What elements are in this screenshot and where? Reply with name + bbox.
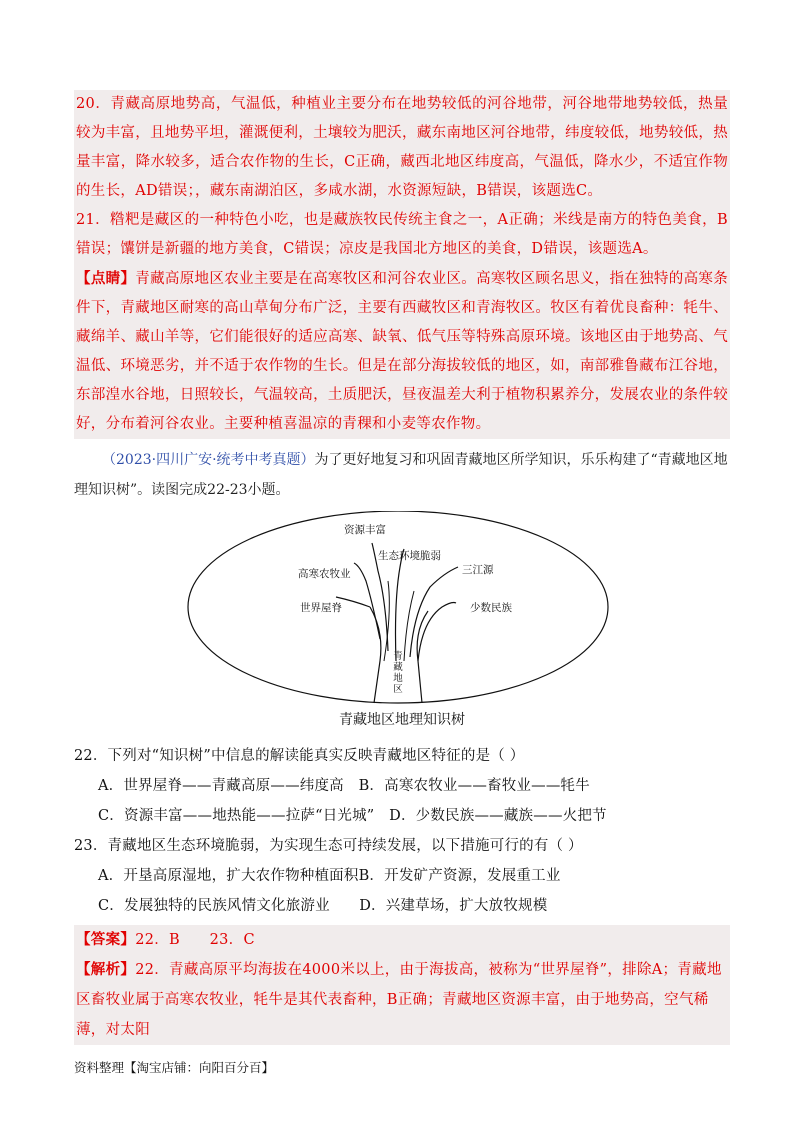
label-eco: 生态环境脆弱 — [378, 550, 441, 562]
trunk-label-char: 藏 — [393, 662, 403, 673]
question-22-stem: 22．下列对“知识树”中信息的解读能真实反映青藏地区特征的是（ ） — [74, 748, 525, 764]
question-23-stem: 23．青藏地区生态环境脆弱，为实现生态可持续发展，以下措施可行的有（ ） — [74, 838, 583, 854]
analysis-line — [76, 955, 728, 1045]
explanation-q20: 20．青藏高原地势高，气温低，种植业主要分布在地势较低的河谷地带，河谷地带地势较低，热量较为丰富，且地势平坦，灌溉便利，土壤较为肥沃，藏东南地区河谷地带，纬度较低，地势较低，热量丰富，降水较多，适合农作物的生长，C正确，藏西北地区纬度高，气温低，降水少，不适宜作物的生长，AD错误；，藏东南湖泊区，多咸水湖，水资源短缺，B错误，该题选C。 — [76, 96, 728, 199]
answer-text: 22．B 23．C — [135, 932, 255, 948]
question-23 — [74, 831, 730, 921]
label-roof: 世界屋脊 — [300, 602, 342, 614]
knowledge-tree-diagram — [74, 511, 730, 707]
option-23-a: A．开垦高原湿地，扩大农作物种植面积 — [98, 868, 359, 884]
answer-analysis-block — [74, 925, 730, 1045]
label-resources: 资源丰富 — [344, 524, 386, 536]
intro-text: 为了更好地复习和巩固青藏地区所学知识，乐乐构建了“青藏地区地理知识树”。读图完成22-23小题。 — [74, 452, 728, 498]
question-source: （2023·四川广安·统考中考真题） — [102, 452, 315, 468]
trunk-label-char: 区 — [393, 684, 403, 695]
tip-text: 青藏高原地区农业主要是在高寒牧区和河谷农业区。高寒牧区顾名思义，指在独特的高寒条件下，青藏地区耐寒的高山草甸分布广泛，主要有西藏牧区和青海牧区。牧区有着优良畜种：牦牛、藏绵羊、藏山羊等，它们能很好的适应高寒、缺氧、低气压等特殊高原环境。该地区由于地势高、气温低、环境恶劣，并不适于农作物的生长。但是在部分海拔较低的地区，如，南部雅鲁藏布江谷地，东部湟水谷地，日照较长，气温较高，土质肥沃，昼夜温差大利于植物积累养分，发展农业的条件较好，分布着河谷农业。主要种植喜温凉的青稞和小麦等农作物。 — [76, 271, 728, 432]
branch-minority — [418, 603, 456, 662]
branch-inner-2 — [404, 591, 414, 661]
branch-eco — [396, 549, 405, 661]
figure-caption: 青藏地区地理知识树 — [339, 712, 465, 728]
trunk-label-char: 青 — [393, 651, 403, 662]
label-minority: 少数民族 — [470, 602, 512, 614]
explanation-block — [74, 90, 730, 439]
answer-label: 【答案】 — [76, 931, 136, 948]
question-23-options-row2 — [74, 891, 730, 921]
tip-paragraph — [76, 264, 728, 439]
analysis-label: 【解析】 — [76, 961, 136, 978]
footer-text: 资料整理【淘宝店铺：向阳百分百】 — [74, 1060, 275, 1075]
label-trunk — [393, 650, 403, 695]
explanation-q21: 21．糌粑是藏区的一种特色小吃，也是藏族牧民传统主食之一，A正确；米线是南方的特色美食，B错误；馕饼是新疆的地方美食，C错误；凉皮是我国北方地区的美食，D错误，该题选A。 — [76, 212, 728, 257]
question-intro — [74, 445, 730, 505]
option-22-b: B．高寒农牧业——畜牧业——牦牛 — [358, 778, 590, 794]
trunk-label-char: 地 — [393, 673, 403, 684]
analysis-text: 22．青藏高原平均海拔在4000米以上，由于海拔高，被称为“世界屋脊”，排除A；青藏地区畜牧业属于高寒农牧业，牦牛是其代表畜种，B正确；青藏地区资源丰富，由于地势高，空气稀薄，对太阳 — [76, 962, 722, 1038]
question-22 — [74, 741, 730, 831]
label-sanjiangyuan: 三江源 — [462, 564, 494, 576]
question-22-options-row2 — [74, 801, 730, 831]
option-23-b: B．开发矿产资源，发展重工业 — [358, 868, 561, 884]
answer-line — [76, 925, 728, 955]
question-22-options-row1 — [74, 771, 730, 801]
question-23-options-row1 — [74, 861, 730, 891]
tip-label: 【点睛】 — [76, 270, 136, 287]
option-23-d: D．兴建草场，扩大放牧规模 — [359, 898, 548, 914]
option-22-a: A．世界屋脊——青藏高原——纬度高 — [98, 778, 344, 794]
label-alpine: 高寒农牧业 — [298, 568, 351, 580]
page-content — [74, 90, 730, 1045]
option-22-c: C．资源丰富——地热能——拉萨“日光城” — [98, 808, 375, 824]
knowledge-tree-figure — [74, 511, 730, 707]
option-23-c: C．发展独特的民族风情文化旅游业 — [98, 898, 330, 914]
option-22-d: D．少数民族——藏族——火把节 — [389, 808, 607, 824]
branch-alpine — [354, 563, 380, 639]
